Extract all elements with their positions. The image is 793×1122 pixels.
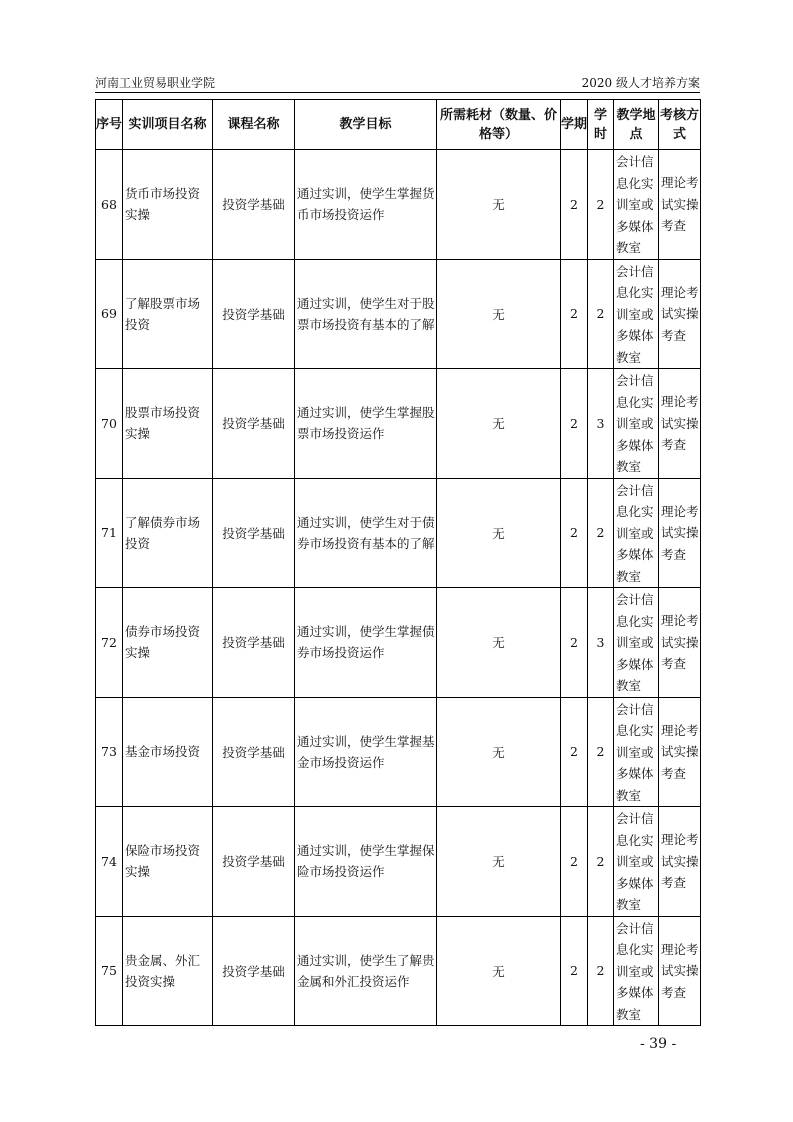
cell-materials: 无	[437, 588, 561, 698]
cell-exam: 理论考试实操考查	[659, 150, 701, 260]
cell-location: 会计信息化实训室或多媒体教室	[614, 807, 659, 917]
cell-project: 货币市场投资实操	[123, 150, 213, 260]
cell-location: 会计信息化实训室或多媒体教室	[614, 150, 659, 260]
cell-project: 基金市场投资	[123, 697, 213, 807]
institution-name: 河南工业贸易职业学院	[95, 76, 216, 90]
cell-seq: 69	[96, 259, 123, 369]
cell-goal: 通过实训，使学生掌握股票市场投资运作	[295, 369, 437, 479]
cell-hours: 3	[588, 369, 614, 479]
cell-course: 投资学基础	[213, 150, 295, 260]
cell-exam: 理论考试实操考查	[659, 807, 701, 917]
cell-course: 投资学基础	[213, 916, 295, 1026]
cell-semester: 2	[561, 807, 588, 917]
table-row	[96, 259, 701, 369]
cell-project: 股票市场投资实操	[123, 369, 213, 479]
page-number: - 39 -	[640, 1036, 677, 1052]
training-table	[95, 99, 701, 1026]
cell-project: 保险市场投资实操	[123, 807, 213, 917]
table-row	[96, 478, 701, 588]
cell-hours: 2	[588, 150, 614, 260]
cell-semester: 2	[561, 588, 588, 698]
cell-goal: 通过实训，使学生了解贵金属和外汇投资运作	[295, 916, 437, 1026]
cell-goal: 通过实训，使学生掌握基金市场投资运作	[295, 697, 437, 807]
cell-seq: 73	[96, 697, 123, 807]
cell-materials: 无	[437, 697, 561, 807]
table-row	[96, 697, 701, 807]
cell-location: 会计信息化实训室或多媒体教室	[614, 697, 659, 807]
cell-exam: 理论考试实操考查	[659, 369, 701, 479]
cell-semester: 2	[561, 478, 588, 588]
cell-course: 投资学基础	[213, 588, 295, 698]
table-row	[96, 807, 701, 917]
cell-hours: 2	[588, 259, 614, 369]
cell-hours: 2	[588, 807, 614, 917]
cell-semester: 2	[561, 916, 588, 1026]
cell-project: 债券市场投资实操	[123, 588, 213, 698]
cell-location: 会计信息化实训室或多媒体教室	[614, 588, 659, 698]
cell-semester: 2	[561, 697, 588, 807]
cell-exam: 理论考试实操考查	[659, 478, 701, 588]
cell-location: 会计信息化实训室或多媒体教室	[614, 916, 659, 1026]
cell-materials: 无	[437, 478, 561, 588]
cell-semester: 2	[561, 150, 588, 260]
cell-materials: 无	[437, 369, 561, 479]
cell-hours: 2	[588, 697, 614, 807]
cell-exam: 理论考试实操考查	[659, 588, 701, 698]
table-row	[96, 369, 701, 479]
cell-course: 投资学基础	[213, 807, 295, 917]
cell-hours: 2	[588, 478, 614, 588]
cell-project: 了解股票市场投资	[123, 259, 213, 369]
cell-goal: 通过实训，使学生掌握保险市场投资运作	[295, 807, 437, 917]
plan-title: 2020 级人才培养方案	[581, 76, 700, 90]
cell-goal: 通过实训，使学生对于股票市场投资有基本的了解	[295, 259, 437, 369]
cell-goal: 通过实训，使学生对于债券市场投资有基本的了解	[295, 478, 437, 588]
cell-project: 了解债券市场投资	[123, 478, 213, 588]
cell-semester: 2	[561, 369, 588, 479]
cell-materials: 无	[437, 259, 561, 369]
cell-location: 会计信息化实训室或多媒体教室	[614, 259, 659, 369]
cell-goal: 通过实训，使学生掌握债券市场投资运作	[295, 588, 437, 698]
header-goal: 教学目标	[295, 100, 437, 150]
cell-exam: 理论考试实操考查	[659, 916, 701, 1026]
cell-location: 会计信息化实训室或多媒体教室	[614, 369, 659, 479]
cell-seq: 71	[96, 478, 123, 588]
cell-course: 投资学基础	[213, 478, 295, 588]
cell-course: 投资学基础	[213, 369, 295, 479]
cell-materials: 无	[437, 916, 561, 1026]
cell-semester: 2	[561, 259, 588, 369]
table-row	[96, 916, 701, 1026]
cell-seq: 75	[96, 916, 123, 1026]
cell-seq: 68	[96, 150, 123, 260]
cell-seq: 70	[96, 369, 123, 479]
cell-exam: 理论考试实操考查	[659, 697, 701, 807]
cell-exam: 理论考试实操考查	[659, 259, 701, 369]
cell-goal: 通过实训，使学生掌握货币市场投资运作	[295, 150, 437, 260]
cell-project: 贵金属、外汇投资实操	[123, 916, 213, 1026]
header-semester: 学期	[561, 100, 588, 150]
table-header-row	[96, 100, 701, 150]
cell-hours: 3	[588, 588, 614, 698]
header-location: 教学地点	[614, 100, 659, 150]
page-header	[95, 70, 700, 93]
table-row	[96, 588, 701, 698]
table-row	[96, 150, 701, 260]
cell-location: 会计信息化实训室或多媒体教室	[614, 478, 659, 588]
cell-seq: 74	[96, 807, 123, 917]
cell-seq: 72	[96, 588, 123, 698]
cell-course: 投资学基础	[213, 697, 295, 807]
header-seq: 序号	[96, 100, 123, 150]
cell-hours: 2	[588, 916, 614, 1026]
cell-course: 投资学基础	[213, 259, 295, 369]
header-course: 课程名称	[213, 100, 295, 150]
header-exam: 考核方式	[659, 100, 701, 150]
header-project: 实训项目名称	[123, 100, 213, 150]
header-materials: 所需耗材（数量、价格等）	[437, 100, 561, 150]
cell-materials: 无	[437, 150, 561, 260]
header-hours: 学时	[588, 100, 614, 150]
cell-materials: 无	[437, 807, 561, 917]
